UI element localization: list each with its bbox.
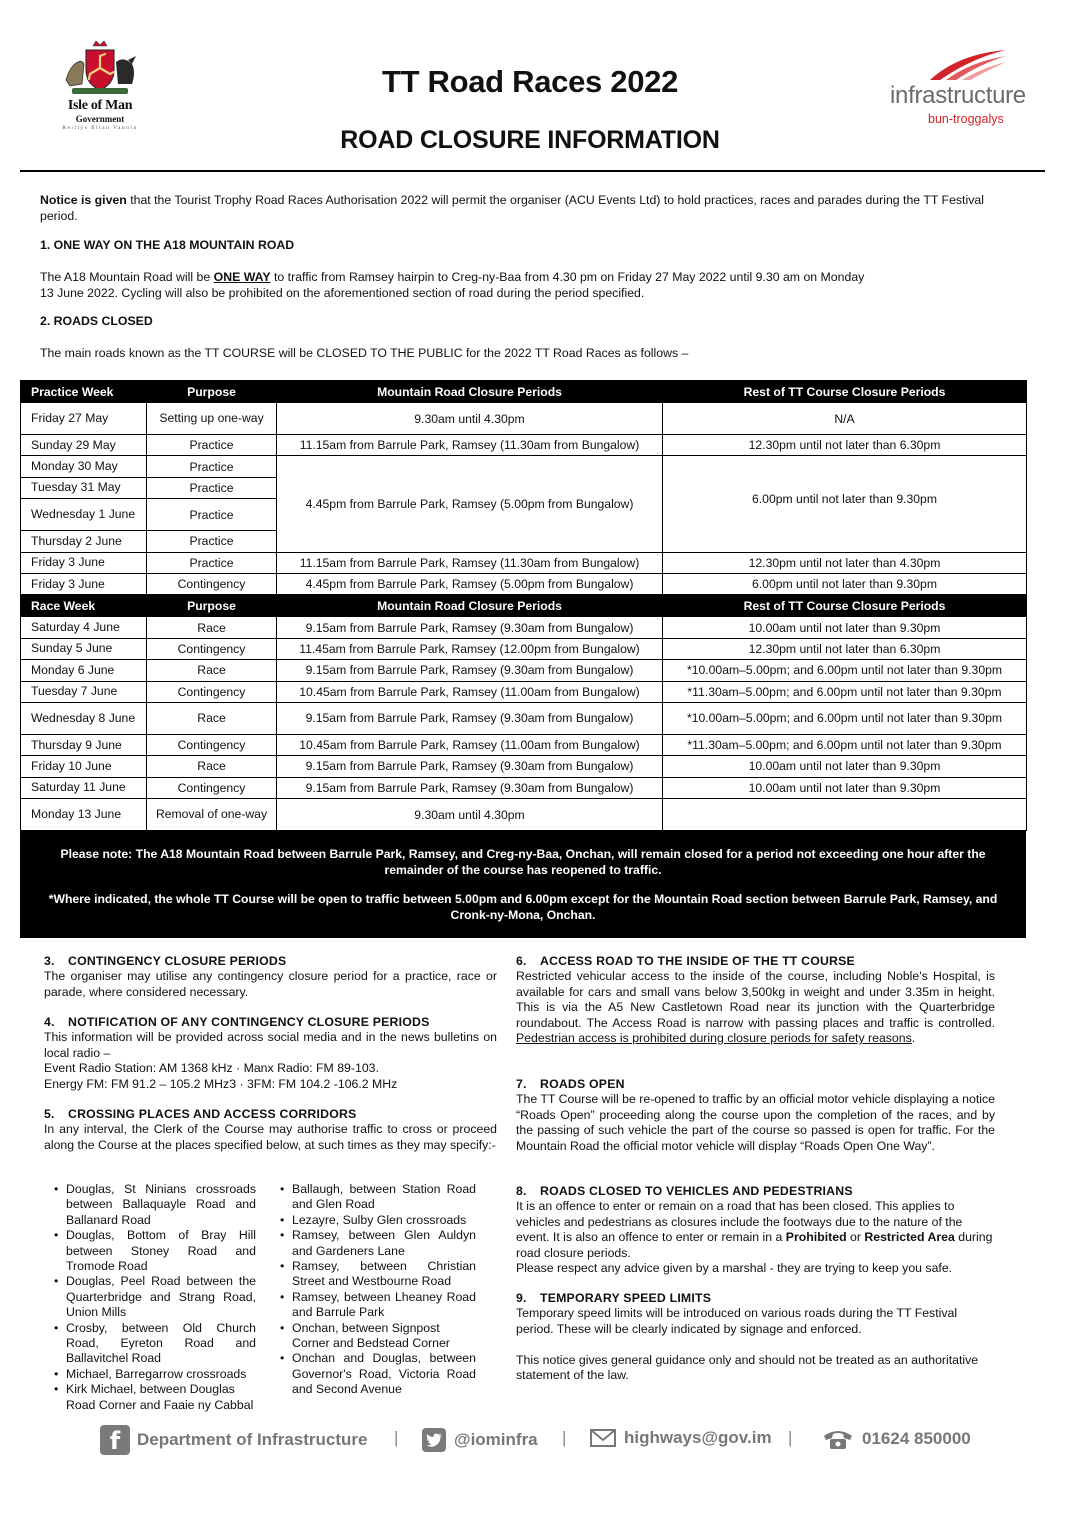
table-cell: 9.15am from Barrule Park, Ramsey (9.30am from Bungalow) [277, 617, 663, 638]
table-row [21, 638, 1027, 659]
table-cell: 10.00am until not later than 9.30pm [663, 756, 1027, 777]
section-7-text: The TT Course will be re-opened to traffic by an official motor vehicle displaying a notice “Roads Open” proceeding along the course upon the completion of the races, and by the passing of such vehicle the part of the course so passed is open for traffic. For the Mountain Road the official motor vehicle will display “Roads Open One Way”. [516, 1092, 995, 1153]
footer-separator: | [562, 1428, 567, 1447]
facebook-label: Department of Infrastructure [137, 1430, 368, 1449]
table-cell: Saturday 11 June [21, 777, 147, 798]
table-row [21, 777, 1027, 798]
table-cell: 12.30pm until not later than 6.30pm [663, 638, 1027, 659]
note-mountain-road: Please note: The A18 Mountain Road between Barrule Park, Ramsey, and Creg-ny-Baa, Onchan, will remain closed for a period not exceeding one hour after the remainder of the course has reopened to traffic. [60, 847, 986, 877]
one-way-emphasis: ONE WAY [213, 270, 271, 284]
header-divider [20, 170, 1045, 172]
twitter-label: @iominfra [454, 1430, 538, 1449]
notice-bold: Notice is given [40, 193, 127, 207]
table-cell: Race [147, 702, 277, 734]
table-cell: 6.00pm until not later than 9.30pm [663, 573, 1027, 594]
list-item: • Douglas, Peel Road between the Quarterbridge and Strang Road, Union Mills [52, 1274, 256, 1320]
table-row [21, 799, 1027, 831]
table-row [21, 573, 1027, 594]
section-3-heading: 3. CONTINGENCY CLOSURE PERIODS [44, 954, 287, 968]
table-row [21, 617, 1027, 638]
facebook-icon: f [100, 1425, 130, 1455]
table-cell: 11.15am from Barrule Park, Ramsey (11.30am from Bungalow) [277, 552, 663, 573]
page-subtitle: ROAD CLOSURE INFORMATION [340, 126, 720, 154]
section-3-text: The organiser may utilise any contingency closure period for a practice, race or parade, where considered necessary. [44, 969, 497, 999]
table-cell: Contingency [147, 681, 277, 702]
one-way-text-a: The A18 Mountain Road will be [40, 270, 214, 284]
table-cell: 10.45am from Barrule Park, Ramsey (11.00am from Bungalow) [277, 734, 663, 755]
list-item: • Douglas, St Ninians crossroads between Ballaquayle Road and Ballanard Road [52, 1182, 256, 1228]
radio-stations-line-2: Energy FM: FM 91.2 – 105.2 MHz3 · 3FM: FM 104.2 -106.2 MHz [44, 1076, 398, 1091]
table-cell: 10.45am from Barrule Park, Ramsey (11.00am from Bungalow) [277, 681, 663, 702]
table-header: Practice Week [21, 381, 147, 403]
section-5-heading: 5. CROSSING PLACES AND ACCESS CORRIDORS [44, 1107, 357, 1121]
table-row [21, 734, 1027, 755]
table-header: Mountain Road Closure Periods [277, 595, 663, 617]
table-cell [663, 799, 1027, 831]
triskelion-crest-icon [60, 40, 140, 98]
table-cell: Wednesday 1 June [21, 499, 147, 531]
table-cell: *10.00am–5.00pm; and 6.00pm until not later than 9.30pm [663, 702, 1027, 734]
notice-text: that the Tourist Trophy Road Races Authorisation 2022 will permit the organiser (ACU Events Ltd) to hold practices, races and parades during the TT Festival period. [40, 193, 984, 223]
list-item: • Douglas, Bottom of Bray Hill between Stoney Road and Tromode Road [52, 1228, 256, 1274]
list-item: • Michael, Barregarrow crossroads [52, 1367, 256, 1382]
table-row [21, 681, 1027, 702]
mail-icon [590, 1428, 616, 1448]
table-header: Rest of TT Course Closure Periods [663, 381, 1027, 403]
page-title: TT Road Races 2022 [381, 64, 679, 99]
table-cell: Thursday 2 June [21, 531, 147, 552]
table-cell: 10.00am until not later than 9.30pm [663, 617, 1027, 638]
list-item: • Onchan and Douglas, between Governor's Road, Victoria Road and Second Avenue [278, 1351, 476, 1397]
section-8-heading: 8. ROADS CLOSED TO VEHICLES AND PEDESTRIANS [516, 1184, 853, 1198]
phone-icon [822, 1428, 854, 1450]
table-cell: Tuesday 31 May [21, 477, 147, 498]
table-cell: 4.45pm from Barrule Park, Ramsey (5.00pm from Bungalow) [277, 456, 663, 552]
table-cell: Practice [147, 456, 277, 477]
section-8-advice: Please respect any advice given by a marshal - they are trying to keep you safe. [516, 1261, 953, 1276]
notice-paragraph [40, 192, 1000, 224]
infra-name: infrastructure [890, 82, 1026, 109]
table-cell: Contingency [147, 638, 277, 659]
table-cell: Practice [147, 531, 277, 552]
table-cell: Contingency [147, 734, 277, 755]
table-cell: Wednesday 8 June [21, 702, 147, 734]
isle-of-man-government-logo [52, 40, 148, 135]
table-cell: Practice [147, 477, 277, 498]
closure-table [20, 380, 1027, 831]
table-cell: Race [147, 617, 277, 638]
table-cell: 9.30am until 4.30pm [277, 403, 663, 435]
table-cell: 12.30pm until not later than 4.30pm [663, 552, 1027, 573]
table-row [21, 702, 1027, 734]
section-3 [44, 954, 497, 1000]
list-item: • Ramsey, between Lheaney Road and Barrule Park [278, 1290, 476, 1321]
table-cell: Saturday 4 June [21, 617, 147, 638]
section-7-heading: 7. ROADS OPEN [516, 1077, 625, 1091]
facebook-link[interactable] [100, 1425, 367, 1455]
section-4-heading: 4. NOTIFICATION OF ANY CONTINGENCY CLOSURE PERIODS [44, 1015, 430, 1029]
list-item: • Onchan, between Signpost Corner and Bedstead Corner [278, 1321, 476, 1352]
table-cell: 12.30pm until not later than 6.30pm [663, 435, 1027, 456]
table-cell: Race [147, 756, 277, 777]
table-cell: Sunday 5 June [21, 638, 147, 659]
header [0, 0, 1080, 172]
table-cell: Monday 13 June [21, 799, 147, 831]
section-9-heading: 9. TEMPORARY SPEED LIMITS [516, 1291, 712, 1305]
table-header: Purpose [147, 381, 277, 403]
section-7 [516, 1077, 995, 1154]
one-way-text-b: to traffic from Ramsey hairpin to Creg-ny-Baa from 4.30 pm on Friday 27 May 2022 until 9.30 am on Monday 13 June 2022. Cycling will also be prohibited on the aforementioned section of road during the period specified. [40, 270, 865, 300]
one-way-paragraph [40, 269, 870, 301]
table-cell: 9.15am from Barrule Park, Ramsey (9.30am from Bungalow) [277, 660, 663, 681]
list-item: • Crosby, between Old Church Road, Eyreton Road and Ballavitchel Road [52, 1321, 256, 1367]
contact-footer [96, 1422, 996, 1462]
table-cell: Friday 27 May [21, 403, 147, 435]
table-row [21, 456, 1027, 477]
table-cell: Monday 30 May [21, 456, 147, 477]
section-2-heading: 2. ROADS CLOSED [40, 314, 153, 328]
section-6-text: Restricted vehicular access to the inside of the course, including Noble's Hospital, is available for cars and small vans below 3,500kg in weight and under 3.35m in height. This is via the A5 New Castletown Road near its junction with the Quarterbridge roundabout. The Access Road is narrow with passing places and traffic is controlled. Pedestrian access is prohibited during closure periods for safety reasons. [516, 969, 995, 1046]
gov-motto: Reiltys Ellan Vannin [62, 125, 138, 131]
list-item: • Lezayre, Sulby Glen crossroads [278, 1213, 476, 1228]
table-cell: *10.00am–5.00pm; and 6.00pm until not later than 9.30pm [663, 660, 1027, 681]
section-9 [516, 1291, 995, 1337]
table-cell: *11.30am–5.00pm; and 6.00pm until not later than 9.30pm [663, 734, 1027, 755]
table-cell: Friday 3 June [21, 552, 147, 573]
section-9-text: Temporary speed limits will be introduced on various roads during the TT Festival period. These will be clearly indicated by signage and enforced. [516, 1306, 958, 1336]
table-cell: Friday 3 June [21, 573, 147, 594]
race-header-row [21, 595, 1027, 617]
table-cell: *11.30am–5.00pm; and 6.00pm until not later than 9.30pm [663, 681, 1027, 702]
gov-sub: Government [75, 114, 125, 124]
table-cell: 6.00pm until not later than 9.30pm [663, 456, 1027, 552]
table-cell: Monday 6 June [21, 660, 147, 681]
swoosh-icon [928, 46, 1008, 82]
twitter-link[interactable] [422, 1428, 538, 1452]
radio-stations-line-1: Event Radio Station: AM 1368 kHz · Manx Radio: FM 89-103. [44, 1061, 379, 1076]
list-item: • Ballaugh, between Station Road and Glen Road [278, 1182, 476, 1213]
phone-link[interactable] [822, 1428, 971, 1450]
table-cell: Practice [147, 552, 277, 573]
table-header: Purpose [147, 595, 277, 617]
table-cell: 9.15am from Barrule Park, Ramsey (9.30am from Bungalow) [277, 702, 663, 734]
table-cell: Contingency [147, 573, 277, 594]
email-label: highways@gov.im [624, 1428, 772, 1447]
table-cell: 9.15am from Barrule Park, Ramsey (9.30am from Bungalow) [277, 777, 663, 798]
crossing-list-b [278, 1182, 476, 1398]
table-header: Rest of TT Course Closure Periods [663, 595, 1027, 617]
footer-separator: | [394, 1428, 399, 1447]
table-cell: Thursday 9 June [21, 734, 147, 755]
section-4 [44, 1015, 497, 1092]
email-link[interactable] [590, 1428, 772, 1448]
table-header: Mountain Road Closure Periods [277, 381, 663, 403]
table-cell: Practice [147, 499, 277, 531]
table-row [21, 435, 1027, 456]
table-cell: Setting up one-way [147, 403, 277, 435]
table-row [21, 660, 1027, 681]
section-8-text: It is an offence to enter or remain on a road that has been closed. This applies to vehicles and pedestrians as closures include the footways due to the nature of the event. It is also an offence to enter or remain in a Prohibited or Restricted Area during road closure periods. [516, 1199, 993, 1260]
footer-separator: | [788, 1428, 793, 1447]
section-4-text: This information will be provided across social media and in the news bulletins on local radio – [44, 1030, 497, 1060]
table-cell: Sunday 29 May [21, 435, 147, 456]
section-8 [516, 1184, 995, 1276]
infrastructure-logo [884, 46, 1054, 131]
table-cell: Friday 10 June [21, 756, 147, 777]
roads-closed-paragraph: The main roads known as the TT COURSE will be CLOSED TO THE PUBLIC for the 2022 TT Road Races as follows – [40, 346, 689, 360]
table-cell: Removal of one-way [147, 799, 277, 831]
section-1-heading: 1. ONE WAY ON THE A18 MOUNTAIN ROAD [40, 238, 295, 252]
list-item: • Kirk Michael, between Douglas Road Corner and Faaie ny Cabbal [52, 1382, 256, 1413]
table-cell: Race [147, 660, 277, 681]
table-header: Race Week [21, 595, 147, 617]
table-cell: 9.30am until 4.30pm [277, 799, 663, 831]
section-5 [44, 1107, 497, 1153]
infra-sub: bun-troggalys [928, 112, 1004, 126]
table-cell: 11.45am from Barrule Park, Ramsey (12.00pm from Bungalow) [277, 638, 663, 659]
note-open-period: *Where indicated, the whole TT Course will be open to traffic between 5.00pm and 6.00pm except for the Mountain Road section between Barrule Park, Ramsey, and Cronk-ny-Mona, Onchan. [48, 892, 998, 922]
twitter-icon [422, 1428, 446, 1452]
disclaimer: This notice gives general guidance only and should not be treated as an authoritative statement of the law. [516, 1353, 979, 1383]
table-row [21, 756, 1027, 777]
section-5-text: In any interval, the Clerk of the Course may authorise traffic to cross or proceed along the Course at the places specified below, at such times as they may specify:- [44, 1122, 497, 1152]
table-notes [20, 830, 1026, 938]
section-6-heading: 6. ACCESS ROAD TO THE INSIDE OF THE TT COURSE [516, 954, 855, 968]
practice-header-row [21, 381, 1027, 403]
table-cell: Contingency [147, 777, 277, 798]
crossing-list-a [52, 1182, 256, 1413]
table-row [21, 552, 1027, 573]
table-cell: 9.15am from Barrule Park, Ramsey (9.30am from Bungalow) [277, 756, 663, 777]
list-item: • Ramsey, between Christian Street and Westbourne Road [278, 1259, 476, 1290]
table-cell: 11.15am from Barrule Park, Ramsey (11.30am from Bungalow) [277, 435, 663, 456]
section-6 [516, 954, 995, 1046]
table-cell: 10.00am until not later than 9.30pm [663, 777, 1027, 798]
table-cell: N/A [663, 403, 1027, 435]
list-item: • Ramsey, between Glen Auldyn and Gardeners Lane [278, 1228, 476, 1259]
gov-name: Isle of Man [67, 98, 133, 113]
table-cell: Tuesday 7 June [21, 681, 147, 702]
table-cell: Practice [147, 435, 277, 456]
table-cell: 4.45pm from Barrule Park, Ramsey (5.00pm from Bungalow) [277, 573, 663, 594]
phone-label: 01624 850000 [862, 1429, 971, 1448]
pedestrian-access-note: Pedestrian access is prohibited during closure periods for safety reasons [516, 1031, 912, 1046]
table-row [21, 403, 1027, 435]
